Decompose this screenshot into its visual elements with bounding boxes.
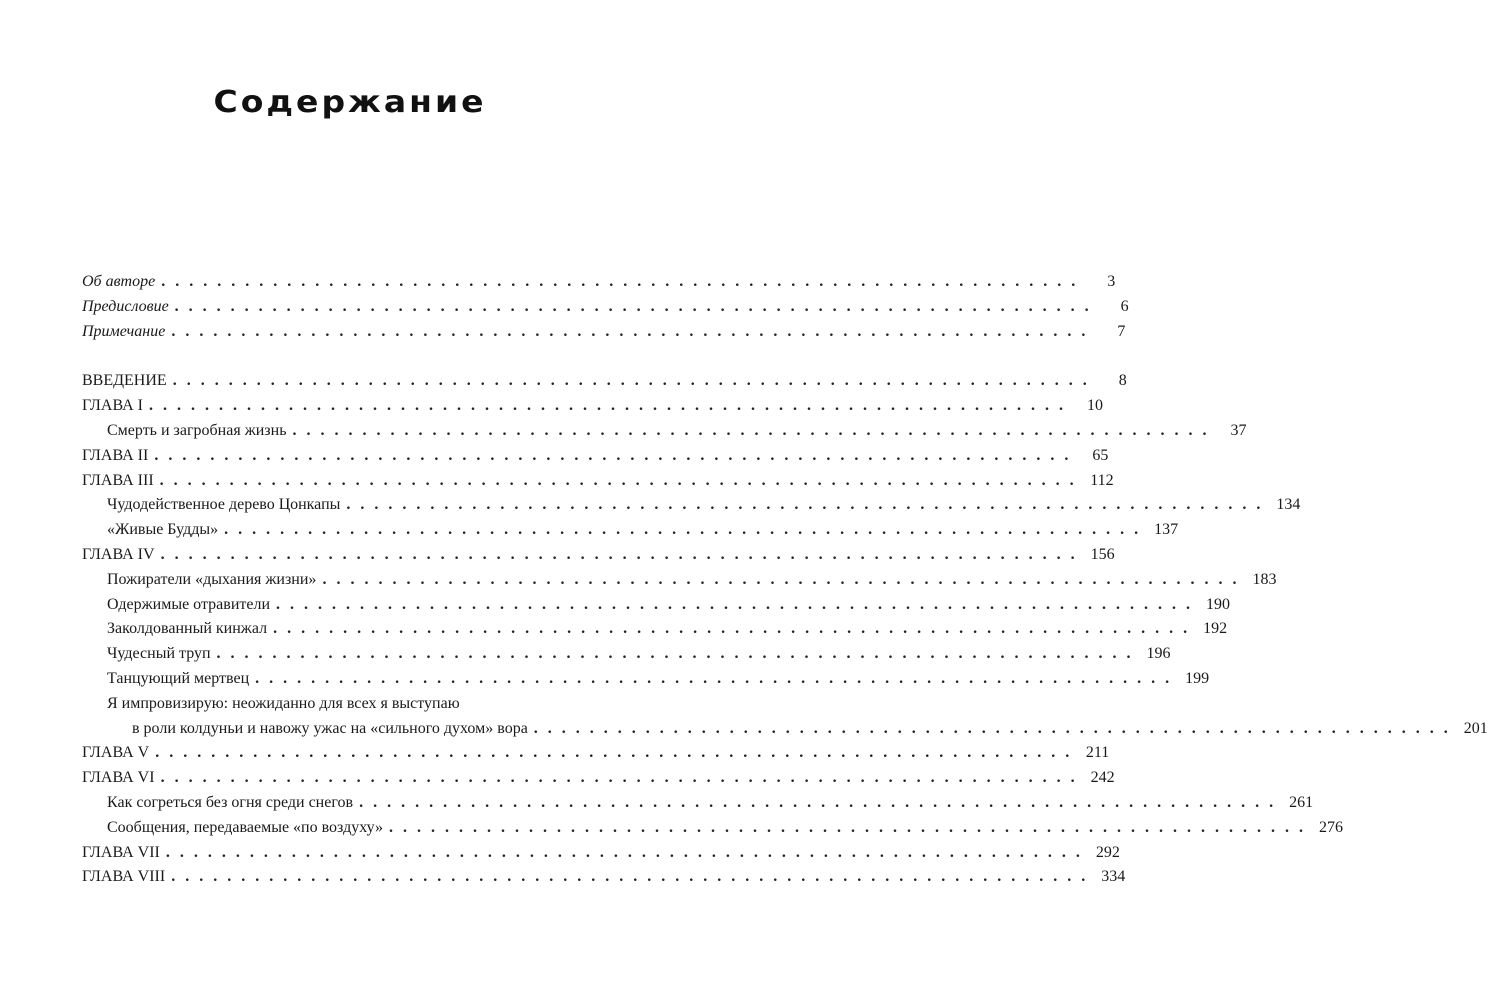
toc-entry[interactable] <box>82 270 1116 295</box>
toc-entry[interactable] <box>82 865 1126 890</box>
toc-entry[interactable] <box>82 617 1228 642</box>
toc-entry[interactable] <box>82 295 1129 320</box>
toc-entry-label: ГЛАВА V <box>82 744 150 762</box>
toc-entry-page: 183 <box>1252 570 1277 588</box>
toc-entry-label-line1: Я импровизирую: неожиданно для всех я выступаю <box>107 694 460 712</box>
dot-leader: .................................................................. <box>359 793 1284 811</box>
toc-entry[interactable] <box>82 518 1179 543</box>
dot-leader: .................................................................. <box>346 496 1271 514</box>
toc-entry-page: 190 <box>1206 595 1231 613</box>
toc-entry-label: Заколдованный кинжал <box>107 620 268 638</box>
toc-entry[interactable] <box>82 320 1126 345</box>
toc-entry-page: 112 <box>1090 471 1114 489</box>
toc-entry-page: 201 <box>1463 719 1488 737</box>
toc-entry-page: 65 <box>1092 446 1109 464</box>
toc-entry-label: ГЛАВА IV <box>82 545 155 563</box>
toc-entry-label: ВВЕДЕНИЕ <box>82 372 167 390</box>
dot-leader: .................................................................. <box>155 744 1080 762</box>
dot-leader: .................................................................. <box>273 620 1198 638</box>
toc-entry[interactable] <box>82 667 1210 692</box>
dot-leader: .................................................................. <box>154 446 1079 464</box>
toc-entry[interactable] <box>82 394 1103 419</box>
toc-entry-page: 276 <box>1319 818 1344 836</box>
toc-entry-label: Чудодейственное дерево Цонкапы <box>107 496 341 514</box>
dot-leader: .................................................................. <box>171 322 1096 340</box>
toc-entry-page: 37 <box>1230 421 1247 439</box>
toc-entry-label: «Живые Будды» <box>107 521 219 539</box>
toc-entry[interactable] <box>82 469 1114 494</box>
dot-leader: .................................................................. <box>533 719 1458 737</box>
toc-entry-label: Смерть и загробная жизнь <box>107 421 287 439</box>
toc-entry-label: ГЛАВА III <box>82 471 154 489</box>
toc-entry-page: 211 <box>1085 744 1110 762</box>
toc-entry[interactable] <box>82 741 1110 766</box>
dot-leader: .................................................................. <box>389 818 1314 836</box>
toc-entry-label: ГЛАВА II <box>82 446 149 464</box>
toc-entry-label: Танцующий мертвец <box>107 669 250 687</box>
toc-entry[interactable] <box>82 419 1247 444</box>
dot-leader: .................................................................. <box>161 273 1086 290</box>
dot-leader: .................................................................. <box>322 570 1247 588</box>
toc-entry-page: 334 <box>1101 868 1126 886</box>
toc-entry[interactable] <box>82 543 1115 568</box>
toc-entry-page: 156 <box>1090 545 1115 563</box>
toc-entry[interactable] <box>82 816 1344 841</box>
toc-entry-page: 134 <box>1276 496 1301 514</box>
dot-leader: .................................................................. <box>216 645 1141 663</box>
toc-entry-page: 242 <box>1090 769 1115 787</box>
toc-entry-label: Об авторе <box>82 273 156 290</box>
toc-entry-page: 199 <box>1185 669 1210 687</box>
toc-entry-page: 137 <box>1154 521 1179 539</box>
toc-entry-page: 10 <box>1087 397 1103 415</box>
toc-entry-page: 196 <box>1146 645 1171 663</box>
dot-leader: .................................................................. <box>160 769 1085 787</box>
toc-entry-label: ГЛАВА VI <box>82 769 155 787</box>
dot-leader: .................................................................. <box>172 372 1097 390</box>
toc-entry-label: Сообщения, передаваемые «по воздуху» <box>107 818 384 836</box>
dot-leader: .................................................................. <box>149 397 1073 415</box>
dot-leader: .................................................................. <box>171 868 1096 886</box>
toc-entry-label: Одержимые отравители <box>107 595 271 613</box>
toc-entry-multiline[interactable] <box>82 692 1488 742</box>
toc-entry[interactable] <box>82 369 1127 394</box>
toc-entry[interactable] <box>82 841 1120 866</box>
toc-entry[interactable] <box>82 493 1301 518</box>
toc-entry-label-line2: в роли колдуньи и навожу ужас на «сильного духом» вора <box>132 719 528 737</box>
dot-leader: .................................................................. <box>165 843 1090 861</box>
toc-entry[interactable] <box>82 568 1277 593</box>
toc-entry[interactable] <box>82 791 1314 816</box>
toc-entry-label: ГЛАВА I <box>82 397 143 415</box>
toc-entry[interactable] <box>82 593 1231 618</box>
toc-entry-label: Как согреться без огня среди снегов <box>107 793 354 811</box>
toc-entry-label: Чудесный труп <box>107 645 211 663</box>
toc-entry-label: Пожиратели «дыхания жизни» <box>107 570 317 588</box>
toc-entry-page: 3 <box>1107 273 1116 290</box>
dot-leader: .................................................................. <box>292 421 1217 439</box>
dot-leader: .................................................................. <box>160 545 1085 563</box>
toc-entry[interactable] <box>82 444 1109 469</box>
dot-leader: .................................................................. <box>276 595 1201 613</box>
toc-entry-page: 192 <box>1203 620 1228 638</box>
toc-entry-page: 7 <box>1117 322 1126 340</box>
dot-leader: .................................................................. <box>255 669 1180 687</box>
toc-entry-page: 6 <box>1120 297 1129 315</box>
toc-entry[interactable] <box>82 766 1115 791</box>
toc-entry-label: ГЛАВА VII <box>82 843 160 861</box>
toc-entry-label: ГЛАВА VIII <box>82 868 166 886</box>
toc-entry[interactable] <box>82 642 1171 667</box>
dot-leader: .................................................................. <box>174 297 1099 315</box>
toc-entry-page: 8 <box>1118 372 1127 390</box>
toc-entry-page: 292 <box>1095 843 1120 861</box>
table-of-contents <box>82 270 1488 890</box>
toc-entry-label: Примечание <box>82 322 166 340</box>
page-title: Содержание <box>213 83 487 120</box>
dot-leader: .................................................................. <box>224 521 1149 539</box>
toc-entry-label: Предисловие <box>82 297 169 315</box>
dot-leader: .................................................................. <box>159 471 1084 489</box>
toc-entry-page: 261 <box>1289 793 1314 811</box>
